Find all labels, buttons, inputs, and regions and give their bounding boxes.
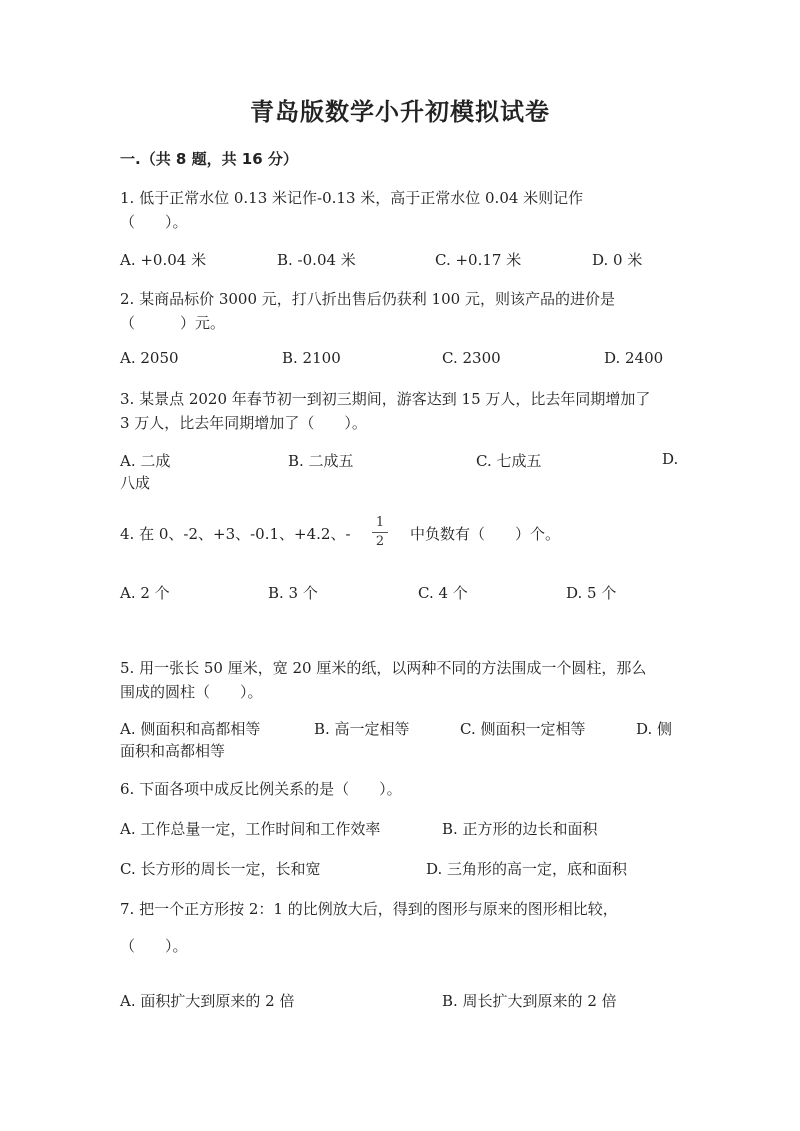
question-6-line-1: 6. 下面各项中成反比例关系的是（ ）。 bbox=[120, 780, 402, 798]
question-3-line-2: 3 万人，比去年同期增加了（ ）。 bbox=[120, 414, 367, 432]
question-1-option-b: B. -0.04 米 bbox=[277, 251, 356, 269]
question-2-option-a: A. 2050 bbox=[120, 349, 179, 367]
fraction-numerator: 1 bbox=[375, 515, 385, 530]
fraction-bar bbox=[372, 532, 388, 533]
question-7-line-1: 7. 把一个正方形按 2：1 的比例放大后，得到的图形与原来的图形相比较， bbox=[120, 900, 618, 918]
question-4-text-before-fraction: 4. 在 0、-2、+3、-0.1、+4.2、- bbox=[120, 525, 351, 543]
question-6-option-d: D. 三角形的高一定，底和面积 bbox=[426, 860, 628, 878]
question-5-line-1: 5. 用一张长 50 厘米，宽 20 厘米的纸，以两种不同的方法围成一个圆柱，那么 bbox=[120, 659, 647, 677]
fraction-one-half bbox=[372, 516, 388, 549]
question-3-option-d-continued: 八成 bbox=[120, 474, 151, 492]
question-3-option-c: C. 七成五 bbox=[476, 452, 542, 470]
question-1-line-2: （ ）。 bbox=[120, 213, 188, 231]
question-6-option-b: B. 正方形的边长和面积 bbox=[442, 820, 598, 838]
question-7-option-b: B. 周长扩大到原来的 2 倍 bbox=[442, 992, 617, 1010]
question-4-option-b: B. 3 个 bbox=[268, 584, 318, 602]
question-5-option-d: D. 侧 bbox=[636, 720, 673, 738]
question-6-option-a: A. 工作总量一定，工作时间和工作效率 bbox=[120, 820, 381, 838]
question-1-option-c: C. +0.17 米 bbox=[435, 251, 522, 269]
question-2-line-2: （ ）元。 bbox=[120, 314, 226, 332]
question-3-line-1: 3. 某景点 2020 年春节初一到初三期间，游客达到 15 万人，比去年同期增加了 bbox=[120, 390, 651, 408]
question-4-option-c: C. 4 个 bbox=[418, 584, 468, 602]
question-7-option-a: A. 面积扩大到原来的 2 倍 bbox=[120, 992, 295, 1010]
question-2-option-c: C. 2300 bbox=[442, 349, 501, 367]
question-5-line-2: 围成的圆柱（ ）。 bbox=[120, 683, 263, 701]
question-3-option-d: D. bbox=[662, 450, 679, 468]
fraction-denominator: 2 bbox=[375, 534, 385, 549]
question-4-option-d: D. 5 个 bbox=[566, 584, 617, 602]
question-1-option-a: A. +0.04 米 bbox=[120, 251, 207, 269]
question-3-option-b: B. 二成五 bbox=[288, 452, 354, 470]
question-5-option-d-continued: 面积和高都相等 bbox=[120, 742, 226, 760]
question-1-option-d: D. 0 米 bbox=[592, 251, 643, 269]
question-4-text-after-fraction: 中负数有（ ）个。 bbox=[410, 525, 561, 543]
question-1-line-1: 1. 低于正常水位 0.13 米记作-0.13 米，高于正常水位 0.04 米则记作 bbox=[120, 189, 584, 207]
question-5-option-c: C. 侧面积一定相等 bbox=[460, 720, 586, 738]
question-2-option-d: D. 2400 bbox=[604, 349, 664, 367]
question-2-line-1: 2. 某商品标价 3000 元，打八折出售后仍获利 100 元，则该产品的进价是 bbox=[120, 290, 615, 308]
question-6-option-c: C. 长方形的周长一定，长和宽 bbox=[120, 860, 321, 878]
page-title: 青岛版数学小升初模拟试卷 bbox=[250, 98, 550, 126]
question-5-option-b: B. 高一定相等 bbox=[314, 720, 410, 738]
section-heading: 一.（共 8 题，共 16 分） bbox=[120, 150, 298, 168]
question-5-option-a: A. 侧面积和高都相等 bbox=[120, 720, 261, 738]
question-2-option-b: B. 2100 bbox=[282, 349, 341, 367]
question-3-option-a: A. 二成 bbox=[120, 452, 171, 470]
question-4-option-a: A. 2 个 bbox=[120, 584, 170, 602]
question-7-line-2: （ ）。 bbox=[120, 937, 188, 955]
